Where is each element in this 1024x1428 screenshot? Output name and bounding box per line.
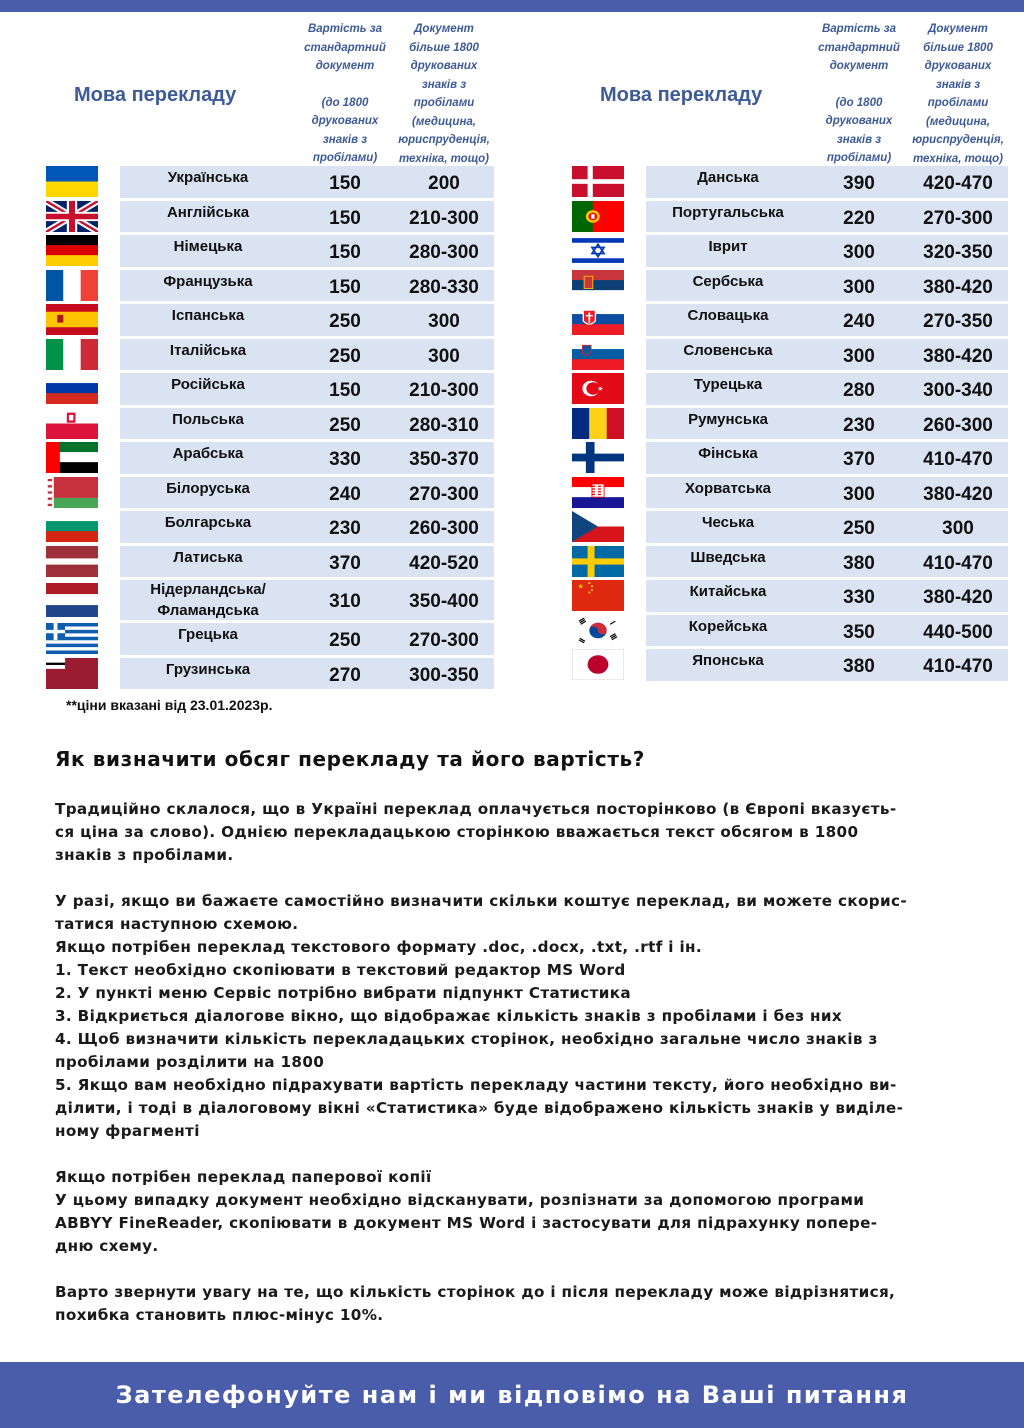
uae-flag-icon <box>46 442 98 473</box>
flag-cell <box>22 408 120 440</box>
special-price: 200 <box>428 173 460 194</box>
special-price: 350-370 <box>409 449 479 470</box>
language-name: Шведська <box>690 548 766 566</box>
table-row <box>22 477 494 509</box>
standard-price: 250 <box>329 345 361 367</box>
language-name: Сербська <box>692 272 764 290</box>
header-line: (медицина, <box>926 115 990 128</box>
header-line: більше 1800 <box>409 41 479 54</box>
header-line: (до 1800 <box>321 96 369 109</box>
header-line: Вартість за <box>821 23 897 35</box>
header-line: юриспруденція, <box>912 134 1004 146</box>
special-price: 210-300 <box>409 380 479 401</box>
flag-cell <box>548 270 646 302</box>
table-row <box>548 201 1008 233</box>
sweden-flag-icon <box>572 546 624 577</box>
special-price: 420-520 <box>409 552 479 574</box>
header-line: Вартість за <box>307 23 383 35</box>
flag-cell <box>548 580 646 612</box>
language-name: Румунська <box>688 410 768 428</box>
language-name: Болгарська <box>164 514 252 531</box>
article-title: Як визначити обсяг перекладу та його вартість? <box>55 747 645 771</box>
language-name: Чеська <box>701 514 755 531</box>
header-line: стандартний <box>818 41 900 54</box>
footer-call-banner[interactable]: Зателефонуйте нам і ми відповімо на Ваші питання <box>0 1362 1024 1428</box>
article-line: знаків з пробілами. <box>55 846 234 864</box>
article-line: 1. Текст необхідно скопіювати в текстовий редактор MS Word <box>55 961 626 979</box>
header-gap <box>810 76 908 94</box>
header-line: знаків з <box>322 133 368 146</box>
header-line: (медицина, <box>412 115 476 128</box>
language-name: Італійська <box>169 341 247 359</box>
language-name: Латиська <box>173 548 243 566</box>
standard-price: 150 <box>329 276 361 298</box>
slovakia-flag-icon <box>572 304 624 335</box>
article-line: ділити, і тоді в діалоговому вікні «Статистика» буде відображено кількість знаків у виділе- <box>55 1099 904 1117</box>
table-row <box>22 304 494 336</box>
article-line: ному фрагменті <box>55 1122 200 1140</box>
language-name: Турецька <box>693 376 763 393</box>
standard-price: 370 <box>843 449 875 470</box>
language-name: Фінська <box>698 445 758 462</box>
language-name: Польська <box>172 410 244 428</box>
special-price: 260-300 <box>923 414 993 436</box>
flag-cell <box>22 580 120 620</box>
belarus-flag-icon <box>46 477 98 508</box>
standard-price: 270 <box>329 664 361 686</box>
table-row <box>22 270 494 302</box>
flag-cell <box>22 623 120 655</box>
table-row <box>548 373 1008 405</box>
flag-cell <box>22 166 120 198</box>
flag-cell <box>548 615 646 647</box>
header-line: пробілами <box>927 97 989 109</box>
standard-price: 330 <box>843 587 875 608</box>
header-line: документ <box>315 60 375 72</box>
language-name: Японська <box>692 652 764 669</box>
column-header-language: Мова перекладу <box>74 84 237 106</box>
flag-cell <box>548 649 646 681</box>
header-line: Документ <box>928 23 988 35</box>
standard-price: 350 <box>843 621 875 643</box>
georgia-flag-icon <box>46 658 98 689</box>
header-line: пробілами) <box>826 152 892 164</box>
language-name: Російська <box>171 376 245 393</box>
language-name: Українська <box>167 169 249 186</box>
price-table-left <box>22 16 494 686</box>
table-row <box>22 511 494 543</box>
column-header-language: Мова перекладу <box>600 84 763 106</box>
standard-price: 150 <box>329 380 361 401</box>
table-row <box>22 623 494 655</box>
flag-cell <box>22 201 120 233</box>
article-line: У разі, якщо ви бажаєте самостійно визначити скільки коштує переклад, ви можете скорис- <box>55 892 908 910</box>
price-date-note: **ціни вказані від 23.01.2023р. <box>66 697 273 713</box>
bulgaria-flag-icon <box>46 511 98 542</box>
top-bar <box>0 0 1024 12</box>
header-line: друкованих <box>410 60 478 72</box>
russia-flag-icon <box>46 373 98 404</box>
table-row <box>22 408 494 440</box>
table-row <box>548 304 1008 336</box>
special-price: 380-420 <box>923 345 993 367</box>
table-row <box>22 373 494 405</box>
article-line: Традиційно склалося, що в Україні переклад оплачується посторінково (в Європі вказуєть- <box>55 800 897 818</box>
column-header-special <box>394 20 494 168</box>
header-line: знаків з <box>421 78 467 91</box>
language-name: Грецька <box>178 626 238 643</box>
special-price: 380-420 <box>923 276 993 298</box>
header-gap <box>296 76 394 94</box>
standard-price: 240 <box>843 311 875 332</box>
article-line: 2. У пункті меню Сервіс потрібно вибрати підпункт Статистика <box>55 984 632 1002</box>
special-price: 270-300 <box>409 630 479 651</box>
header-line: пробілами) <box>312 152 378 164</box>
japan-flag-icon <box>572 649 624 680</box>
czech-flag-icon <box>572 511 624 542</box>
flag-cell <box>548 408 646 440</box>
language-name: Словенська <box>683 341 773 359</box>
standard-price: 150 <box>329 173 361 194</box>
israel-flag-icon <box>572 235 624 266</box>
table-rows <box>548 166 1008 684</box>
table-row <box>22 658 494 690</box>
paragraph-spacer <box>55 1258 1000 1281</box>
special-price: 410-470 <box>923 656 993 677</box>
language-name: Данська <box>697 169 759 186</box>
flag-cell <box>22 658 120 690</box>
article-line: похибка становить плюс-мінус 10%. <box>55 1306 384 1324</box>
standard-price: 150 <box>329 242 361 263</box>
language-name: Іврит <box>708 238 748 255</box>
special-price: 380-420 <box>923 587 993 608</box>
special-price: 440-500 <box>923 621 993 643</box>
table-row <box>548 408 1008 440</box>
flag-cell <box>548 339 646 371</box>
flag-cell <box>548 166 646 198</box>
special-price: 280-330 <box>409 276 479 298</box>
special-price: 300-340 <box>923 380 993 401</box>
china-flag-icon <box>572 580 624 611</box>
table-row <box>548 511 1008 543</box>
special-price: 260-300 <box>409 518 479 539</box>
column-header-special <box>908 20 1008 168</box>
table-row <box>548 580 1008 612</box>
special-price: 280-300 <box>409 242 479 263</box>
language-name: Словацька <box>687 307 769 324</box>
table-row <box>548 235 1008 267</box>
header-line: юриспруденція, <box>398 134 490 146</box>
article-line: ABBYY FineReader, скопіювати в документ MS Word і застосувати для підрахунку попере- <box>55 1214 878 1232</box>
price-table-right <box>548 16 1008 677</box>
table-row <box>548 166 1008 198</box>
standard-price: 250 <box>329 311 361 332</box>
standard-price: 330 <box>329 449 361 470</box>
special-price: 380-420 <box>923 483 993 505</box>
standard-price: 300 <box>843 483 875 505</box>
special-price: 280-310 <box>409 414 479 436</box>
table-row <box>548 649 1008 681</box>
article-line: татися наступною схемою. <box>55 915 299 933</box>
flag-cell <box>548 477 646 509</box>
uk-flag-icon <box>46 201 98 232</box>
standard-price: 380 <box>843 552 875 574</box>
portugal-flag-icon <box>572 201 624 232</box>
flag-cell <box>548 201 646 233</box>
table-row <box>22 580 494 620</box>
flag-cell <box>548 304 646 336</box>
ukraine-flag-icon <box>46 166 98 197</box>
table-row <box>22 339 494 371</box>
greece-flag-icon <box>46 623 98 654</box>
article-line: 5. Якщо вам необхідно підрахувати вартість перекладу частини тексту, його необхідно ви- <box>55 1076 897 1094</box>
article-line: 4. Щоб визначити кількість перекладацьких сторінок, необхідно загальне число знаків з <box>55 1030 878 1048</box>
korea-flag-icon <box>572 615 624 646</box>
flag-cell <box>22 339 120 371</box>
standard-price: 380 <box>843 656 875 677</box>
language-name: Хорватська <box>684 479 772 497</box>
flag-cell <box>22 442 120 474</box>
table-row <box>22 546 494 578</box>
table-row <box>548 339 1008 371</box>
table-row <box>22 235 494 267</box>
table-row <box>22 166 494 198</box>
netherlands-flag-icon <box>46 583 98 617</box>
denmark-flag-icon <box>572 166 624 197</box>
header-line: знаків з <box>836 133 882 146</box>
article-line: Варто звернути увагу на те, що кількість сторінок до і після перекладу може відрізнятися, <box>55 1283 896 1301</box>
article-line: 3. Відкриється діалогове вікно, що відображає кількість знаків з пробілами і без них <box>55 1007 843 1025</box>
standard-price: 230 <box>329 518 361 539</box>
header-line: друкованих <box>311 115 379 127</box>
germany-flag-icon <box>46 235 98 266</box>
language-name: Корейська <box>688 617 768 635</box>
flag-cell <box>22 235 120 267</box>
header-line: друкованих <box>825 115 893 127</box>
language-name: Грузинська <box>165 660 251 678</box>
special-price: 270-300 <box>923 207 993 229</box>
standard-price: 300 <box>843 242 875 263</box>
header-line: знаків з <box>935 78 981 91</box>
special-price: 350-400 <box>409 591 479 612</box>
special-price: 410-470 <box>923 449 993 470</box>
article-body <box>55 798 1000 1327</box>
standard-price: 230 <box>843 414 875 436</box>
table-rows <box>22 166 494 692</box>
header-line: стандартний <box>304 41 386 54</box>
standard-price: 310 <box>329 591 361 612</box>
language-name: Французька <box>163 272 253 290</box>
language-name: Арабська <box>172 445 244 462</box>
standard-price: 390 <box>843 173 875 194</box>
flag-cell <box>22 270 120 302</box>
article-line: пробілами розділити на 1800 <box>55 1053 325 1071</box>
standard-price: 220 <box>843 207 875 229</box>
column-header-standard <box>810 20 908 168</box>
table-row <box>548 546 1008 578</box>
special-price: 410-470 <box>923 552 993 574</box>
spain-flag-icon <box>46 304 98 335</box>
special-price: 320-350 <box>923 242 993 263</box>
language-name: Нідерландська/ Фламандська <box>150 581 266 619</box>
language-name: Португальська <box>672 203 784 221</box>
turkey-flag-icon <box>572 373 624 404</box>
flag-cell <box>548 235 646 267</box>
language-name: Англійська <box>166 203 250 221</box>
table-row <box>22 201 494 233</box>
language-name: Китайська <box>689 583 767 600</box>
table-row <box>548 270 1008 302</box>
flag-cell <box>548 511 646 543</box>
croatia-flag-icon <box>572 477 624 508</box>
special-price: 300 <box>428 311 460 332</box>
standard-price: 300 <box>843 345 875 367</box>
header-line: техніка, тощо) <box>912 152 1004 165</box>
flag-cell <box>22 511 120 543</box>
header-line: (до 1800 <box>835 96 883 109</box>
language-name: Іспанська <box>171 307 245 324</box>
paragraph-spacer <box>55 1143 1000 1166</box>
header-line: пробілами <box>413 97 475 109</box>
flag-cell <box>22 546 120 578</box>
flag-cell <box>22 304 120 336</box>
standard-price: 250 <box>329 414 361 436</box>
article-line: У цьому випадку документ необхідно відсканувати, розпізнати за допомогою програми <box>55 1191 865 1209</box>
table-row <box>548 477 1008 509</box>
standard-price: 280 <box>843 380 875 401</box>
table-row <box>22 442 494 474</box>
article-line: Якщо потрібен переклад текстового формату .doc, .docx, .txt, .rtf і ін. <box>55 938 703 956</box>
special-price: 420-470 <box>923 173 993 194</box>
table-header <box>22 16 494 166</box>
header-line: друкованих <box>924 60 992 72</box>
flag-cell <box>548 546 646 578</box>
article <box>55 744 1000 1327</box>
table-row <box>548 615 1008 647</box>
table-header <box>548 16 1008 166</box>
flag-cell <box>548 442 646 474</box>
flag-cell <box>548 373 646 405</box>
romania-flag-icon <box>572 408 624 439</box>
special-price: 300 <box>942 518 974 539</box>
slovenia-flag-icon <box>572 339 624 370</box>
header-line: Документ <box>414 23 474 35</box>
serbia-flag-icon <box>572 270 624 301</box>
poland-flag-icon <box>46 408 98 439</box>
article-line: Якщо потрібен переклад паперової копії <box>55 1168 432 1186</box>
france-flag-icon <box>46 270 98 301</box>
special-price: 300 <box>428 345 460 367</box>
special-price: 210-300 <box>409 207 479 229</box>
header-line: документ <box>829 60 889 72</box>
standard-price: 150 <box>329 207 361 229</box>
finland-flag-icon <box>572 442 624 473</box>
standard-price: 240 <box>329 483 361 505</box>
latvia-flag-icon <box>46 546 98 577</box>
article-line: ся ціна за слово). Однією перекладацькою сторінкою вважається текст обсягом в 1800 <box>55 823 859 841</box>
standard-price: 300 <box>843 276 875 298</box>
table-row <box>548 442 1008 474</box>
special-price: 300-350 <box>409 664 479 686</box>
flag-cell <box>22 373 120 405</box>
paragraph-spacer <box>55 867 1000 890</box>
special-price: 270-300 <box>409 483 479 505</box>
standard-price: 250 <box>843 518 875 539</box>
italy-flag-icon <box>46 339 98 370</box>
header-line: більше 1800 <box>923 41 993 54</box>
header-line: техніка, тощо) <box>398 152 490 165</box>
standard-price: 250 <box>329 630 361 651</box>
column-header-standard <box>296 20 394 168</box>
language-name: Білоруська <box>166 479 250 497</box>
article-line: дню схему. <box>55 1237 159 1255</box>
standard-price: 370 <box>329 552 361 574</box>
special-price: 270-350 <box>923 311 993 332</box>
flag-cell <box>22 477 120 509</box>
language-name: Німецька <box>173 238 243 255</box>
